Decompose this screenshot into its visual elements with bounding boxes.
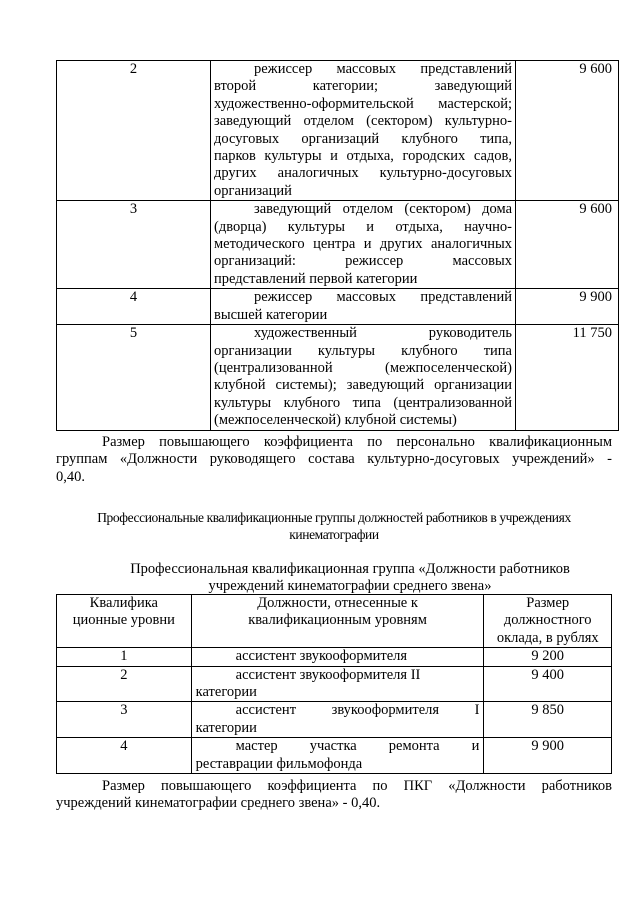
positions-cell <box>191 702 484 738</box>
text-line: ассистент звукооформителя <box>235 648 408 665</box>
table-row <box>57 738 612 774</box>
text-line: ционные уровни <box>72 612 175 629</box>
text-line: (межпоселенческой) клубной системы) <box>214 412 457 429</box>
text-line: Размер повышающего коэффициента по ПКГ «Должности работников <box>102 778 612 794</box>
text-line: кинематографии <box>289 527 379 542</box>
text-line: Размер повышающего коэффициента по персонально квалификационным <box>102 434 612 450</box>
group-heading <box>100 561 600 596</box>
salary-cell: 11 750 <box>516 325 619 430</box>
positions-cell <box>211 325 516 430</box>
table-row <box>57 666 612 702</box>
text-line: учреждений кинематографии среднего звена» <box>208 578 492 595</box>
text-line: Профессиональная квалификационная группа «Должности работников <box>130 561 570 577</box>
text-line: режиссер массовых представлений <box>254 289 512 306</box>
text-line: оклада, в рублях <box>496 629 599 646</box>
text-line: заведующий отделом (сектором) дома <box>254 201 512 218</box>
text-line: (дворца) культуры и отдыха, научно- <box>214 218 512 235</box>
text-line: художественный руководитель <box>254 325 512 342</box>
text-line: квалификационным уровням <box>248 612 427 629</box>
text-line: категории <box>195 684 257 701</box>
text-line: 0,40. <box>56 468 85 485</box>
text-line: учреждений кинематографии среднего звена» - 0,40. <box>56 795 381 812</box>
text-line: художественно-оформительской мастерской; <box>214 95 512 112</box>
table-row <box>57 648 612 666</box>
table-row <box>57 201 619 289</box>
qualification-level-cell: 3 <box>57 201 211 289</box>
table-row <box>57 325 619 430</box>
positions-cell <box>211 289 516 325</box>
coefficient-note <box>56 778 612 813</box>
salary-cell: 9 900 <box>484 738 612 774</box>
text-line: (централизованной (межпоселенческой) <box>214 359 512 376</box>
coefficient-note <box>56 434 612 486</box>
cinematography-positions-table <box>56 594 612 774</box>
text-line: второй категории; заведующий <box>214 78 512 95</box>
text-line: ассистент звукооформителя II <box>235 666 421 683</box>
salary-cell: 9 900 <box>516 289 619 325</box>
text-line: должностного <box>503 612 592 629</box>
text-line: клубной системы); заведующий организации <box>214 377 512 394</box>
qualification-level-cell: 2 <box>57 666 192 702</box>
positions-cell <box>191 666 484 702</box>
header-qualification-levels <box>57 595 192 648</box>
header-salary <box>484 595 612 648</box>
text-line: режиссер массовых представлений <box>254 61 512 77</box>
qualification-level-cell: 4 <box>57 738 192 774</box>
text-line: других аналогичных культурно-досуговых <box>214 165 512 182</box>
text-line: организации культуры клубного типа <box>214 342 512 359</box>
positions-cell <box>211 201 516 289</box>
positions-cell <box>191 648 484 666</box>
table-row <box>57 702 612 738</box>
salary-cell: 9 400 <box>484 666 612 702</box>
text-line: Профессиональные квалификационные группы должностей работников в учреждениях <box>97 510 571 525</box>
positions-cell <box>211 61 516 201</box>
text-line: культуры клубного типа (централизованной <box>214 394 512 411</box>
text-line: представлений первой категории <box>214 270 418 287</box>
qualification-level-cell: 2 <box>57 61 211 201</box>
text-line: Должности, отнесенные к <box>257 595 418 611</box>
qualification-level-cell: 5 <box>57 325 211 430</box>
text-line: ассистент звукооформителя I <box>235 702 480 719</box>
qualification-level-cell: 3 <box>57 702 192 738</box>
table-row <box>57 61 619 201</box>
qualification-level-cell: 1 <box>57 648 192 666</box>
text-line: реставрации фильмофонда <box>195 755 363 772</box>
table-row <box>57 289 619 325</box>
header-positions <box>191 595 484 648</box>
section-heading <box>56 509 612 543</box>
text-line: заведующий отделом (сектором) культурно- <box>214 113 512 130</box>
text-line: мастер участка ремонта и <box>235 738 480 755</box>
text-line: высшей категории <box>214 306 328 323</box>
salary-cell: 9 200 <box>484 648 612 666</box>
text-line: Квалифика <box>89 595 158 611</box>
qualification-level-cell: 4 <box>57 289 211 325</box>
salary-cell: 9 600 <box>516 61 619 201</box>
text-line: методического центра и других аналогичных <box>214 236 512 253</box>
table-header-row <box>57 595 612 648</box>
text-line: группам «Должности руководящего состава культурно-досуговых учреждений» - <box>56 451 612 468</box>
text-line: Размер <box>526 595 570 611</box>
salary-cell: 9 850 <box>484 702 612 738</box>
club-positions-table <box>56 60 619 431</box>
text-line: досуговых организаций клубного типа, <box>214 130 512 147</box>
text-line: категории <box>195 719 257 736</box>
salary-cell: 9 600 <box>516 201 619 289</box>
text-line: парков культуры и отдыха, городских садов, <box>214 148 512 165</box>
text-line: организаций <box>214 182 292 199</box>
positions-cell <box>191 738 484 774</box>
text-line: организаций: режиссер массовых <box>214 253 512 270</box>
